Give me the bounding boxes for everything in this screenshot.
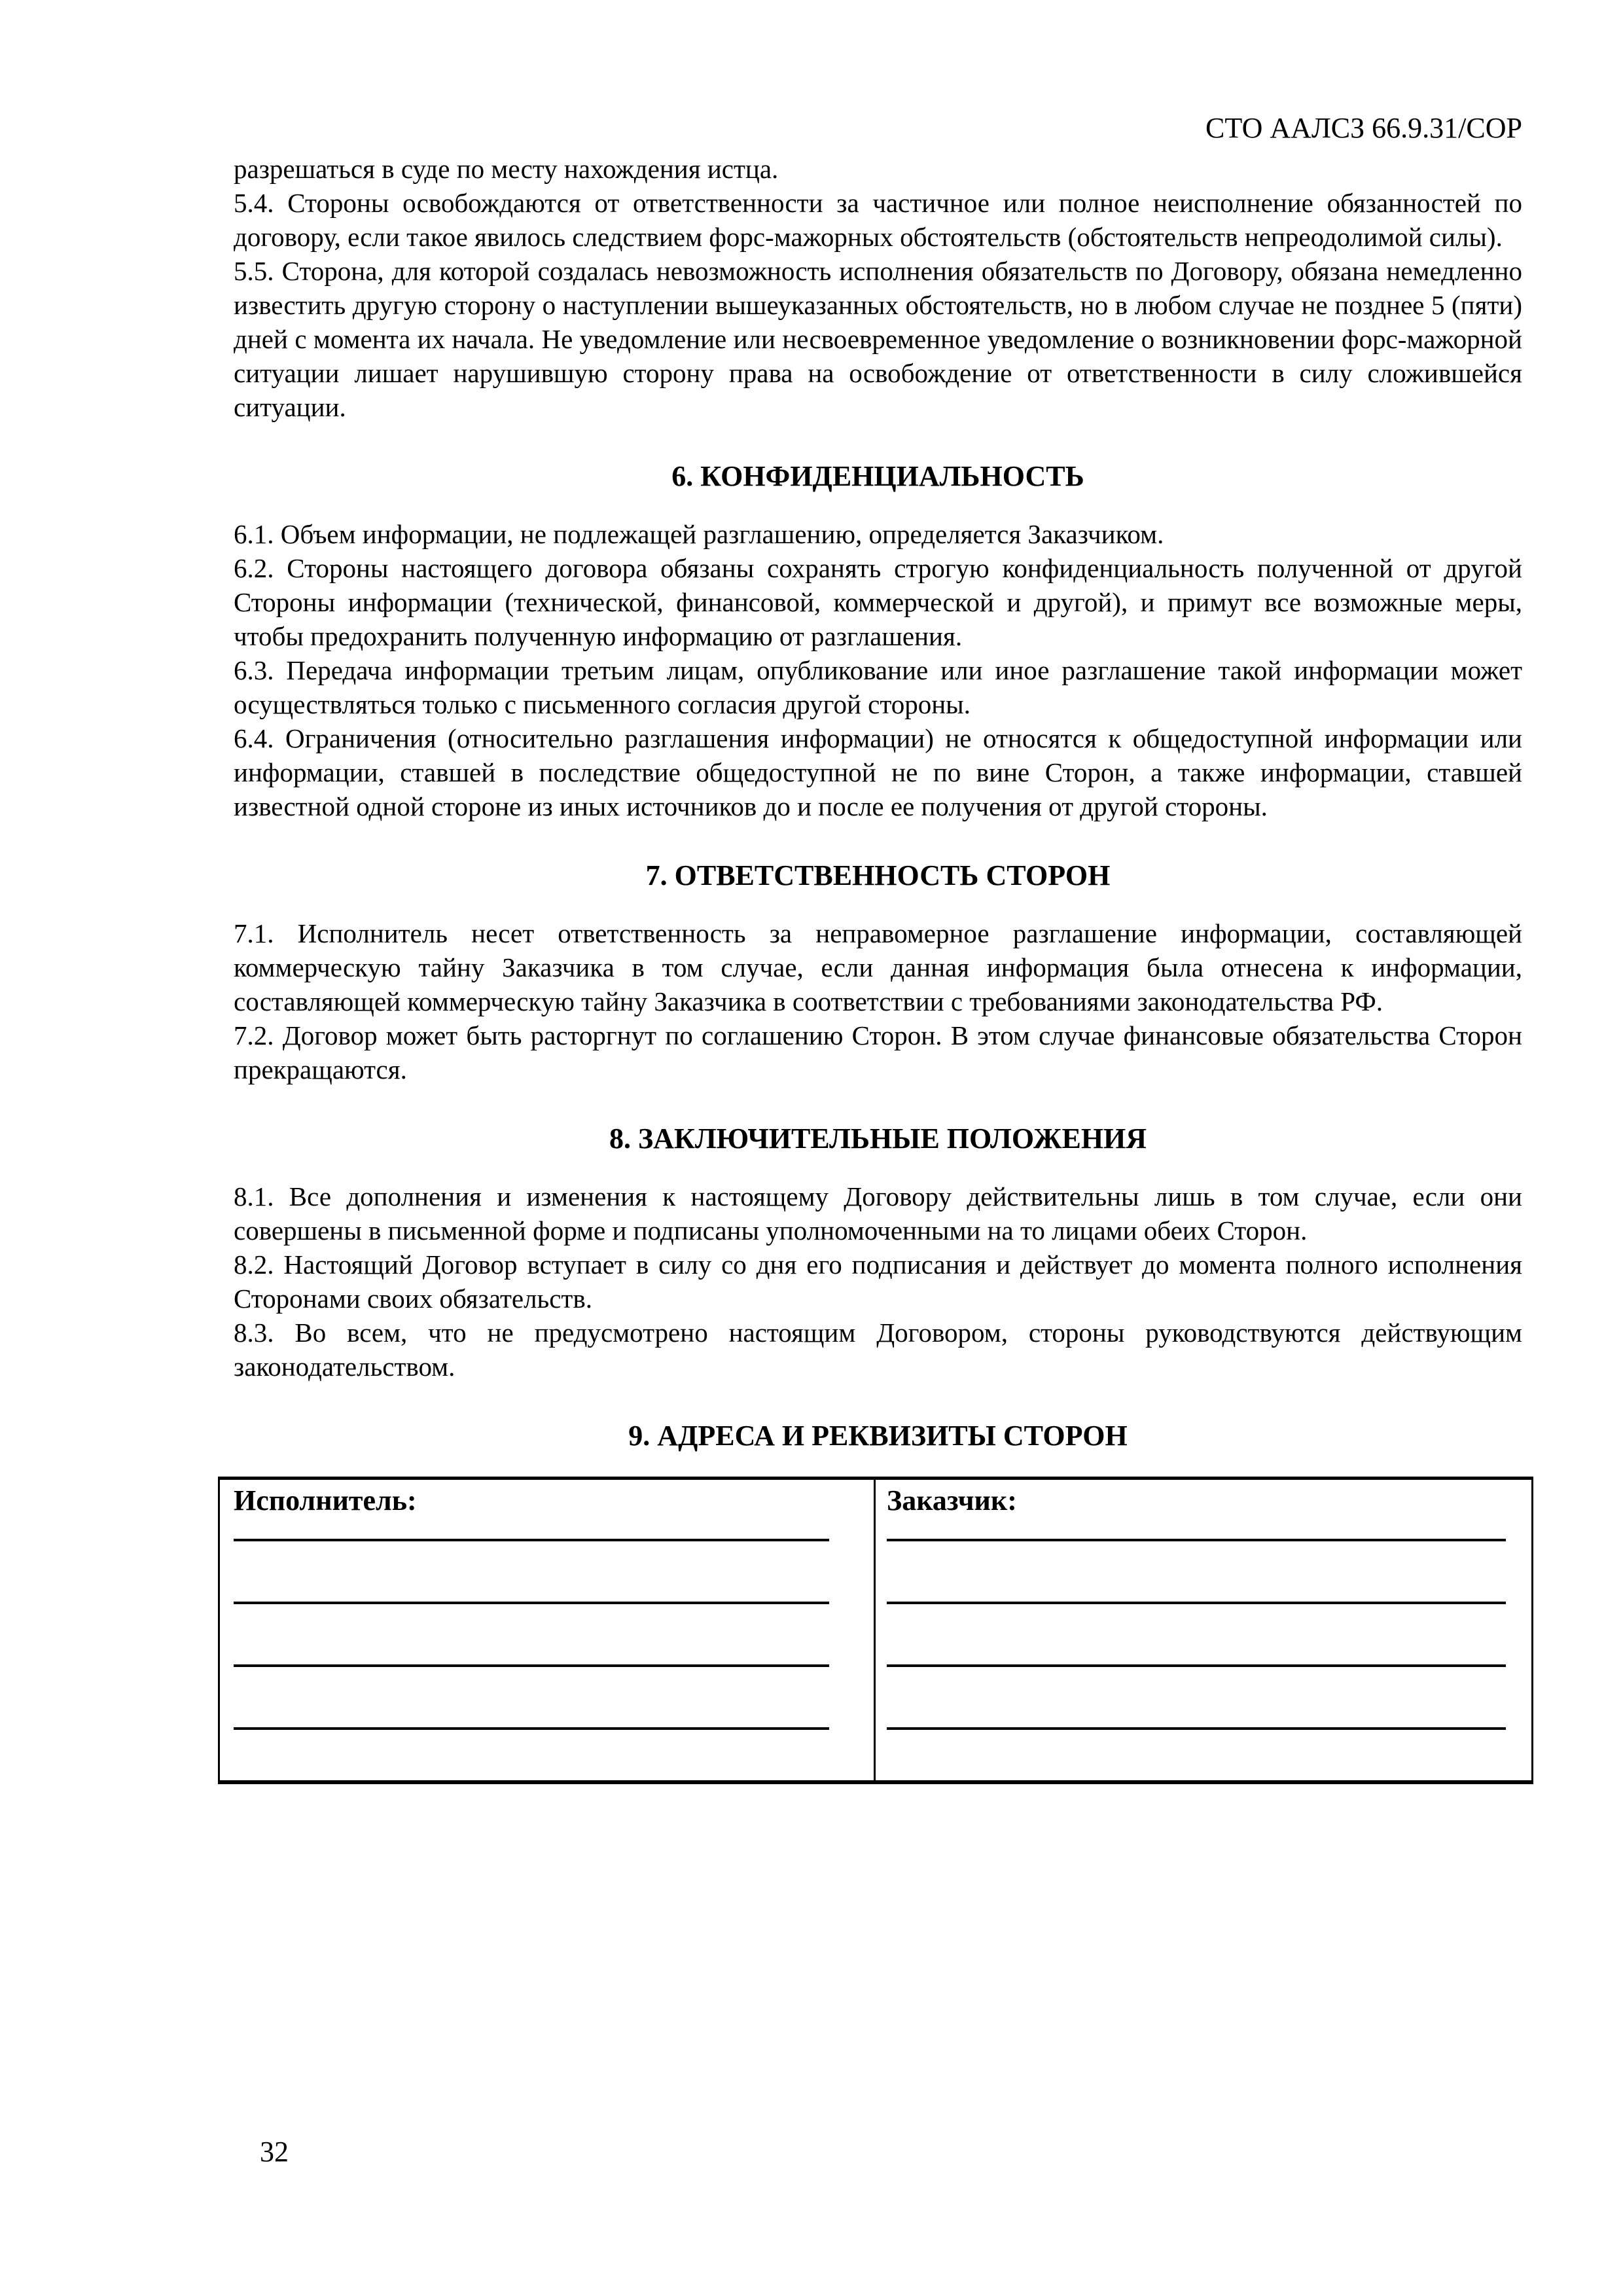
clause-7-1: 7.1. Исполнитель несет ответственность за неправомерное разглашение информации, составляющей коммерческую тайну Заказчика в том случае, если данная информация была отнесена к информации, составляющей коммерческую тайну Заказчика в соответствии с требованиями законодательства РФ. — [234, 918, 1522, 1016]
section-heading-7: 7. ОТВЕТСТВЕННОСТЬ СТОРОН — [645, 859, 1111, 891]
clause-6-1: 6.1. Объем информации, не подлежащей разглашению, определяется Заказчиком. — [234, 519, 1164, 549]
signature-line — [887, 1518, 1506, 1541]
clause-8-2: 8.2. Настоящий Договор вступает в силу со дня его подписания и действует до момента полного исполнения Сторонами своих обязательств. — [234, 1249, 1522, 1314]
executor-label: Исполнитель: — [234, 1484, 417, 1516]
clause-5-4: 5.4. Стороны освобождаются от ответственности за частичное или полное неисполнение обязанностей по договору, если такое явилось следствием форс-мажорных обстоятельств (обстоятельств непреодолимой силы). — [234, 188, 1522, 252]
executor-cell — [220, 1480, 876, 1780]
signature-line — [234, 1604, 829, 1667]
document-code-header: СТО ААЛСЗ 66.9.31/СОР — [1205, 112, 1522, 144]
signature-line — [887, 1541, 1506, 1604]
clause-6-2: 6.2. Стороны настоящего договора обязаны сохранять строгую конфиденциальность полученной от другой Стороны информации (технической, финансовой, коммерческой и другой), и примут все возможные меры, чтобы предохранить полученную информацию от разглашения. — [234, 553, 1522, 651]
page-number: 32 — [260, 2136, 289, 2168]
signature-line — [234, 1518, 829, 1541]
clause-8-1: 8.1. Все дополнения и изменения к настоящему Договору действительны лишь в том случае, если они совершены в письменной форме и подписаны уполномоченными на то лицами обеих Сторон. — [234, 1181, 1522, 1246]
section-heading-8: 8. ЗАКЛЮЧИТЕЛЬНЫЕ ПОЛОЖЕНИЯ — [609, 1122, 1147, 1155]
clause-6-3: 6.3. Передача информации третьим лицам, опубликование или иное разглашение такой информации может осуществляться только с письменного согласия другой стороны. — [234, 655, 1522, 719]
clause-7-2: 7.2. Договор может быть расторгнут по соглашению Сторон. В этом случае финансовые обязательства Сторон прекращаются. — [234, 1020, 1522, 1085]
customer-label: Заказчик: — [887, 1484, 1017, 1516]
customer-cell — [876, 1480, 1531, 1780]
signature-line — [234, 1667, 829, 1730]
requisites-table — [218, 1477, 1533, 1784]
signature-line — [887, 1667, 1506, 1730]
paragraph-continuation: разрешаться в суде по месту нахождения истца. — [234, 154, 779, 184]
clause-5-5: 5.5. Сторона, для которой создалась невозможность исполнения обязательств по Договору, обязана немедленно известить другую сторону о наступлении вышеуказанных обстоятельств, но в любом случае не позднее 5 (пяти) дней с момента их начала. Не уведомление или несвоевременное уведомление о возникновении форс-мажорной ситуации лишает нарушившую сторону права на освобождение от ответственности в силу сложившейся ситуации. — [234, 256, 1522, 422]
signature-line — [234, 1541, 829, 1604]
document-body — [234, 152, 1522, 1453]
section-heading-9: 9. АДРЕСА И РЕКВИЗИТЫ СТОРОН — [628, 1420, 1128, 1452]
signature-line — [887, 1604, 1506, 1667]
section-heading-6: 6. КОНФИДЕНЦИАЛЬНОСТЬ — [671, 460, 1084, 492]
clause-6-4: 6.4. Ограничения (относительно разглашения информации) не относятся к общедоступной информации или информации, ставшей в последствие общедоступной не по вине Сторон, а также информации, ставшей известной одной стороне из иных источников до и после ее получения от другой стороны. — [234, 723, 1522, 821]
clause-8-3: 8.3. Во всем, что не предусмотрено настоящим Договором, стороны руководствуются действующим законодательством. — [234, 1318, 1522, 1382]
